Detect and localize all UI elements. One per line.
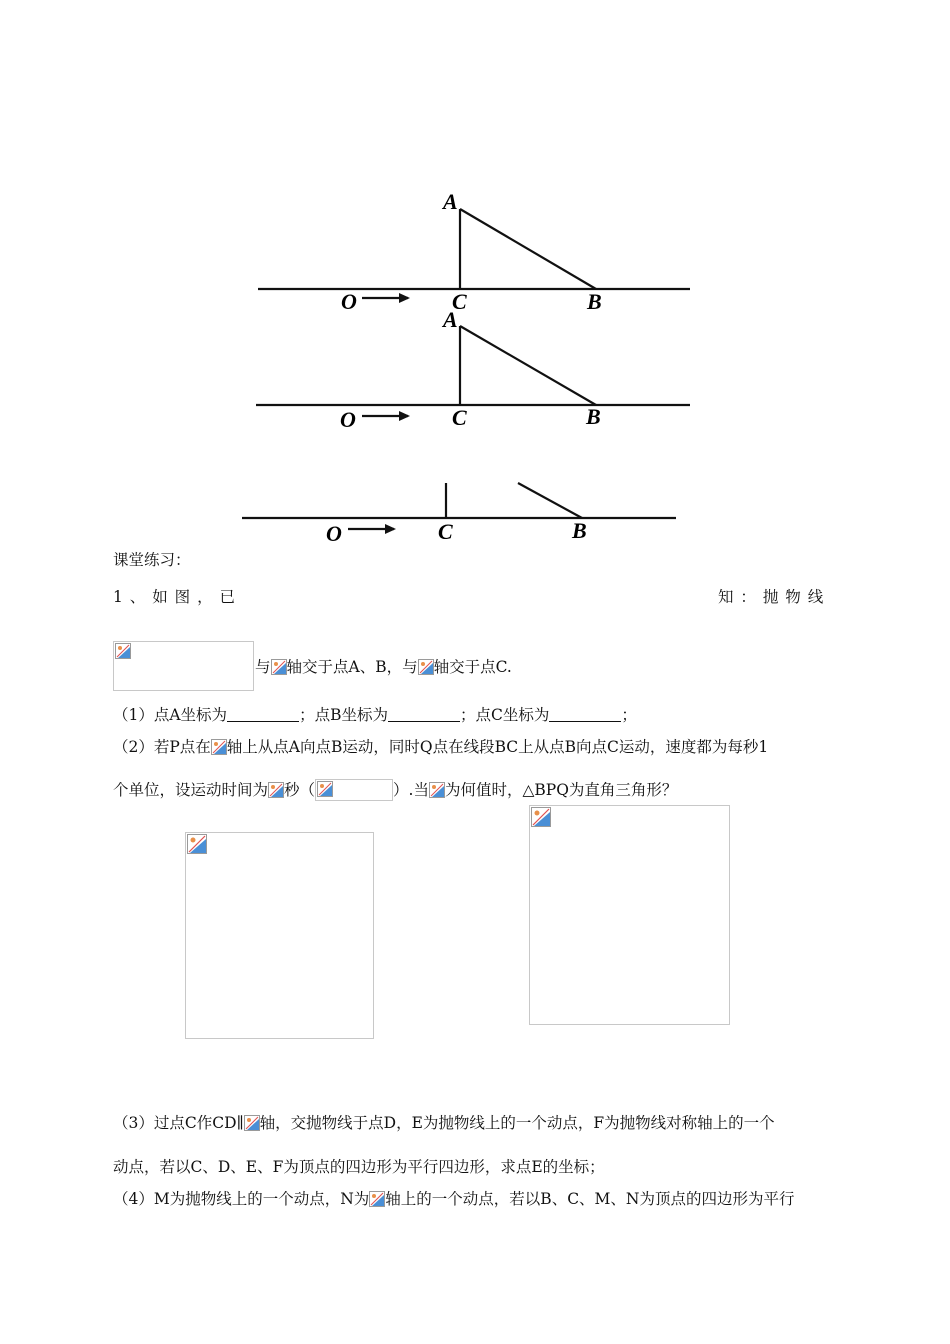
- figure3-label-b: B: [572, 518, 587, 543]
- broken-image-icon: [418, 659, 434, 675]
- answer-blank-c[interactable]: [549, 706, 621, 722]
- figure1-arrow-head: [399, 293, 410, 303]
- figure3-label-o: O: [326, 521, 342, 546]
- figure2-segment-ab: [460, 326, 596, 405]
- question-3-line1: （3）过点C作CD∥ 轴，交抛物线于点D，E为抛物线上的一个动点，F为抛物线对称轴上的一个: [113, 1114, 775, 1132]
- problem-line2: 与 轴交于点A、B，与 轴交于点C.: [255, 658, 512, 676]
- figure1-label-b: B: [587, 289, 602, 314]
- question-1: （1）点A坐标为 ；点B坐标为 ；点C坐标为 ；: [113, 706, 637, 724]
- time-range-image: [315, 779, 393, 801]
- figure2-label-b: B: [586, 404, 601, 429]
- broken-image-icon: [211, 739, 227, 755]
- broken-image-icon: [115, 643, 131, 659]
- parabola-equation-image: [113, 641, 254, 691]
- graph-image-left: [185, 832, 374, 1039]
- figure2-label-o: O: [340, 407, 356, 432]
- question-2-line1: （2）若P点在 轴上从点A向点B运动，同时Q点在线段BC上从点B向点C运动，速度都为每秒1: [113, 738, 769, 756]
- broken-image-icon: [317, 781, 333, 797]
- figure1-label-c: C: [452, 289, 467, 314]
- question-2-line2: 个单位，设运动时间为 秒（ ）.当 为何值时，△BPQ为直角三角形？: [113, 781, 678, 799]
- figure2-arrow-head: [399, 411, 410, 421]
- section-title: 课堂练习：: [113, 551, 191, 569]
- broken-image-icon: [268, 782, 284, 798]
- broken-image-icon: [531, 807, 551, 827]
- answer-blank-b[interactable]: [388, 706, 460, 722]
- graph-image-right: [529, 805, 730, 1025]
- figure3-label-c: C: [438, 519, 453, 544]
- figure1-label-o: O: [341, 289, 357, 314]
- motion-figures: [0, 0, 950, 600]
- figure3-arrow-head: [385, 524, 396, 534]
- problem-intro-right: 知 ： 抛 物 线: [718, 588, 825, 606]
- figure2-label-c: C: [452, 405, 467, 430]
- figure2-label-a: A: [443, 307, 458, 332]
- figure1-label-a: A: [443, 189, 458, 214]
- problem-intro-left: 1 、 如 图 ， 已: [113, 588, 236, 606]
- broken-image-icon: [244, 1115, 260, 1131]
- broken-image-icon: [429, 782, 445, 798]
- question-4: （4）M为抛物线上的一个动点，N为 轴上的一个动点，若以B、C、M、N为顶点的四边形为平行: [113, 1190, 795, 1208]
- broken-image-icon: [271, 659, 287, 675]
- figure3-segment-b: [518, 483, 582, 518]
- broken-image-icon: [369, 1191, 385, 1207]
- answer-blank-a[interactable]: [227, 706, 299, 722]
- broken-image-icon: [187, 834, 207, 854]
- figure1-segment-ab: [460, 209, 596, 289]
- question-3-line2: 动点，若以C、D、E、F为顶点的四边形为平行四边形，求点E的坐标；: [113, 1158, 605, 1176]
